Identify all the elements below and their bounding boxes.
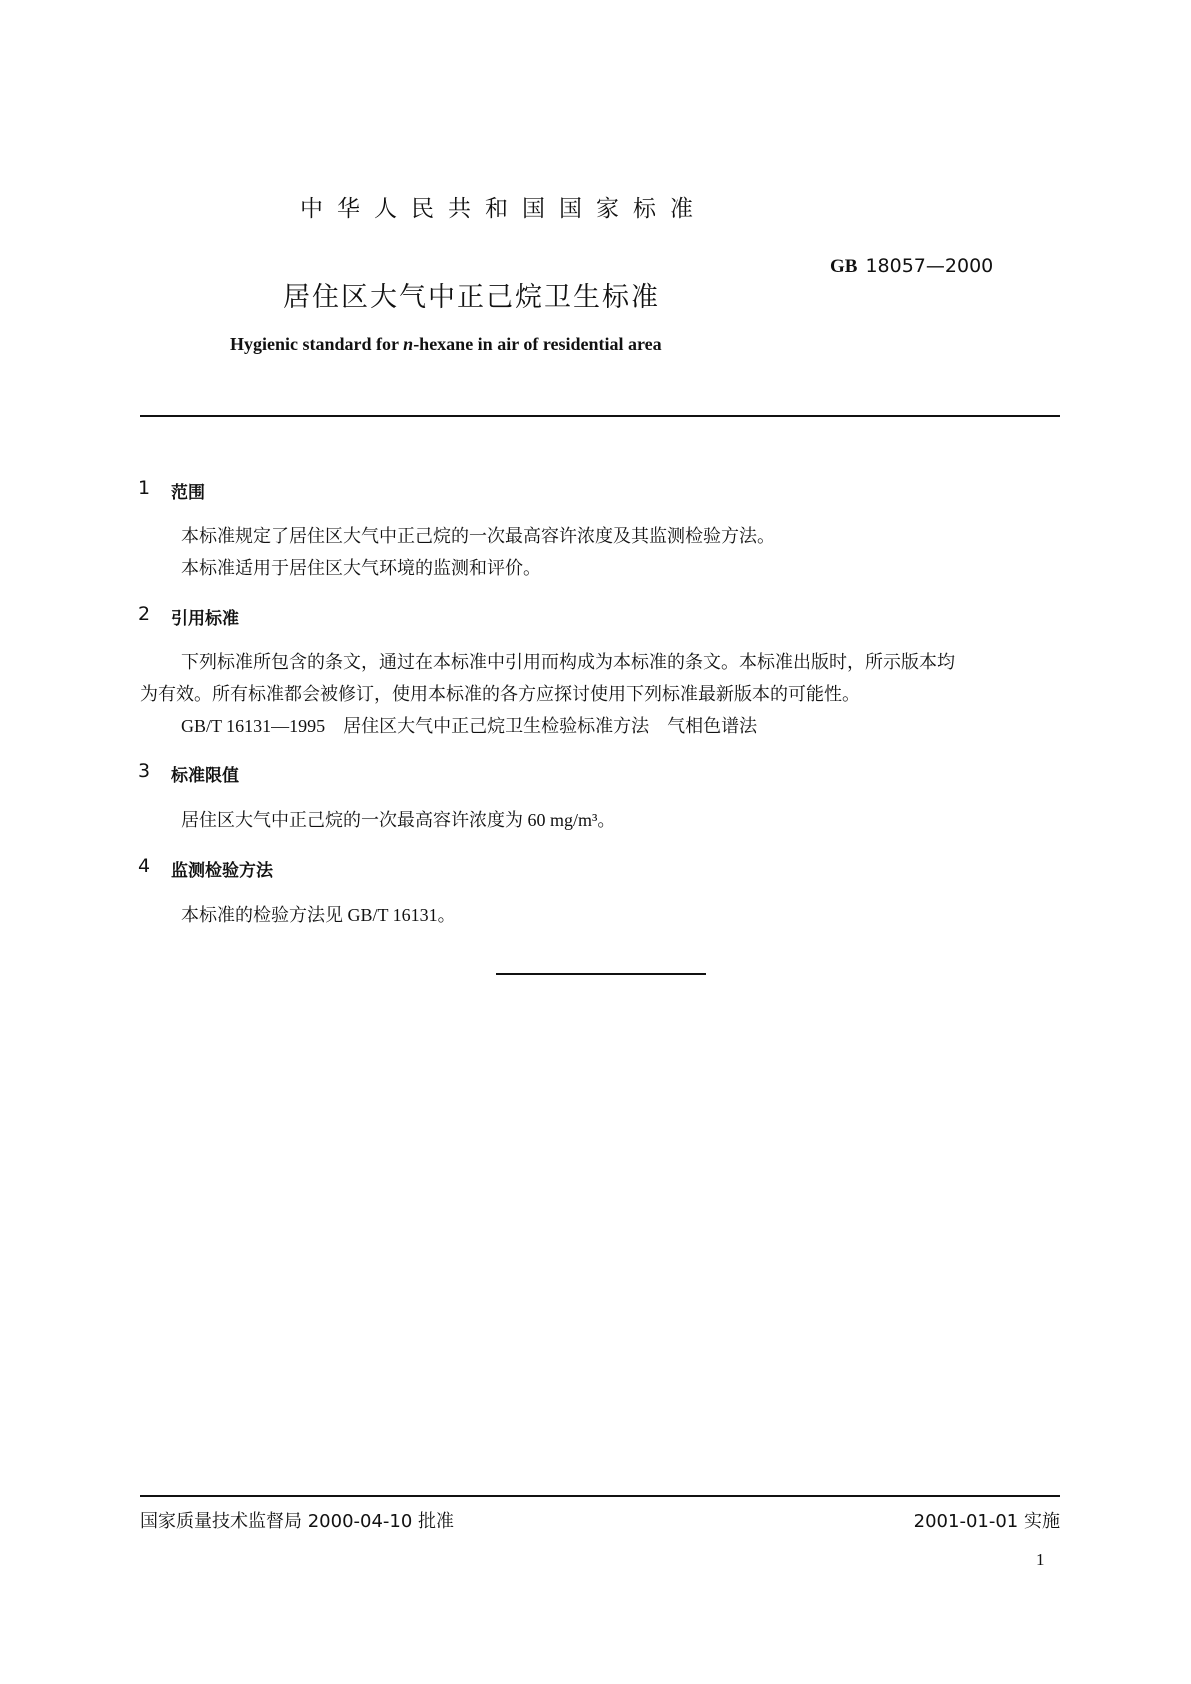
footer-divider: [140, 1495, 1060, 1497]
document-title: 居住区大气中正己烷卫生标准: [283, 282, 660, 313]
end-of-text-rule: [496, 973, 706, 975]
national-standard-label: 中华人民共和国国家标准: [300, 196, 707, 222]
page-number: 1: [1036, 1550, 1045, 1569]
header-divider: [140, 415, 1060, 417]
implementation-date: 2001-01-01 实施: [913, 1511, 1060, 1532]
paragraph: 本标准规定了居住区大气中正己烷的一次最高容许浓度及其监测检验方法。: [181, 526, 775, 546]
section-title: 范围: [171, 483, 205, 503]
paragraph: 本标准适用于居住区大气环境的监测和评价。: [181, 558, 541, 578]
section-title: 监测检验方法: [171, 861, 273, 881]
section-number: 3: [138, 760, 151, 782]
document-title-english: Hygienic standard for n-hexane in air of residential area: [230, 334, 662, 354]
standard-code: [830, 255, 993, 278]
section-number: 2: [138, 603, 151, 625]
code-prefix: GB: [830, 256, 858, 277]
approval-date: 国家质量技术监督局 2000-04-10 批准: [140, 1511, 455, 1532]
referenced-standard: GB/T 16131—1995 居住区大气中正己烷卫生检验标准方法 气相色谱法: [181, 716, 758, 736]
paragraph: 本标准的检验方法见 GB/T 16131。: [181, 905, 456, 925]
section-title: 标准限值: [171, 766, 239, 786]
section-title: 引用标准: [171, 609, 239, 629]
paragraph: 为有效。所有标准都会被修订，使用本标准的各方应探讨使用下列标准最新版本的可能性。: [140, 684, 860, 704]
paragraph: 居住区大气中正己烷的一次最高容许浓度为 60 mg/m³。: [181, 810, 616, 830]
paragraph: 下列标准所包含的条文，通过在本标准中引用而构成为本标准的条文。本标准出版时，所示版本均: [181, 652, 955, 672]
section-number: 1: [138, 477, 151, 499]
code-number: 18057—2000: [865, 255, 994, 277]
section-number: 4: [138, 855, 151, 877]
